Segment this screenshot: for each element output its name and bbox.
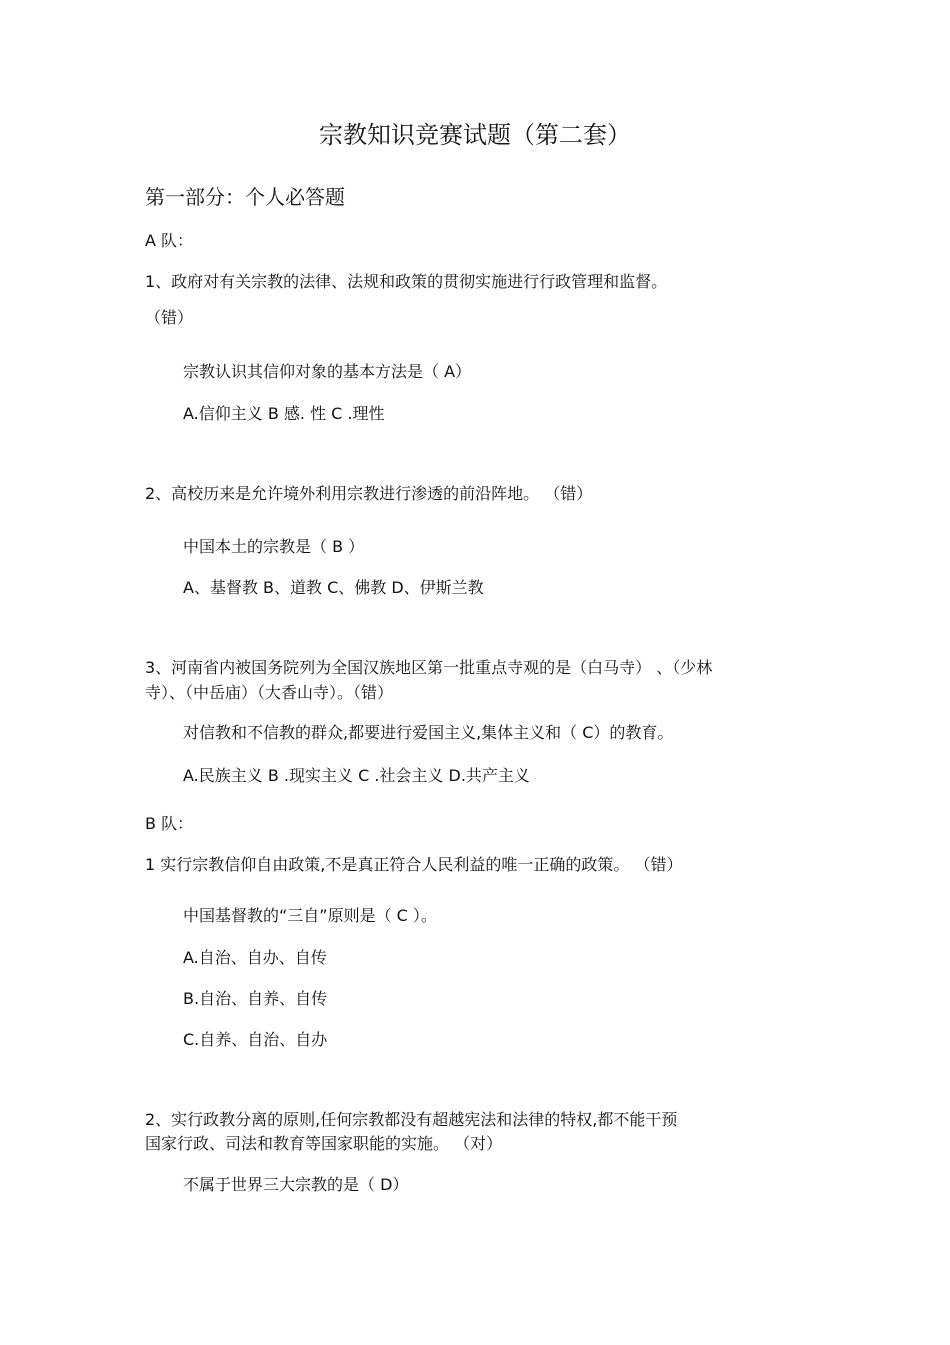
- team-a-question-3-line-1: 3、河南省内被国务院列为全国汉族地区第一批重点寺观的是（白马寺） 、（少林: [145, 658, 713, 677]
- team-a-choice-question-1: 宗教认识其信仰对象的基本方法是（ A）: [183, 362, 472, 381]
- team-b-choice-question-2: 不属于世界三大宗教的是（ D）: [183, 1175, 409, 1194]
- team-b-question-2-line-1: 2、实行政教分离的原则,任何宗教都没有超越宪法和法律的特权,都不能干预: [145, 1110, 678, 1129]
- team-a-choice-options-2: A、基督教 B、道教 C、佛教 D、伊斯兰教: [183, 578, 484, 597]
- team-b-question-1: 1 实行宗教信仰自由政策,不是真正符合人民利益的唯一正确的政策。 （错）: [145, 855, 683, 874]
- team-b-choice-option-a: A.自治、自办、自传: [183, 948, 327, 967]
- team-b-question-2-line-2: 国家行政、司法和教育等国家职能的实施。 （对）: [145, 1134, 503, 1153]
- team-a-choice-question-3: 对信教和不信教的群众,都要进行爱国主义,集体主义和（ C）的教育。: [183, 723, 674, 742]
- team-b-label: B 队：: [145, 814, 194, 833]
- team-b-choice-option-b: B.自治、自养、自传: [183, 989, 328, 1008]
- team-a-question-3-line-2: 寺）、（中岳庙）（大香山寺）。（错）: [145, 683, 394, 702]
- team-a-question-1: 1、政府对有关宗教的法律、法规和政策的贯彻实施进行行政管理和监督。: [145, 272, 668, 291]
- team-a-choice-options-1: A.信仰主义 B 感. 性 C .理性: [183, 404, 385, 423]
- team-a-choice-options-3: A.民族主义 B .现实主义 C .社会主义 D.共产主义: [183, 766, 530, 785]
- team-b-choice-question-1: 中国基督教的“三自”原则是（ C ）。: [183, 906, 437, 925]
- team-b-choice-option-c: C.自养、自治、自办: [183, 1030, 328, 1049]
- page-title: 宗教知识竞赛试题（第二套）: [319, 121, 631, 149]
- team-a-question-1-answer: （错）: [145, 308, 194, 327]
- team-a-choice-question-2: 中国本土的宗教是（ B ）: [183, 537, 365, 556]
- team-a-question-2: 2、高校历来是允许境外利用宗教进行渗透的前沿阵地。 （错）: [145, 484, 593, 503]
- section-heading: 第一部分：个人必答题: [145, 185, 345, 209]
- team-a-label: A 队：: [145, 231, 194, 250]
